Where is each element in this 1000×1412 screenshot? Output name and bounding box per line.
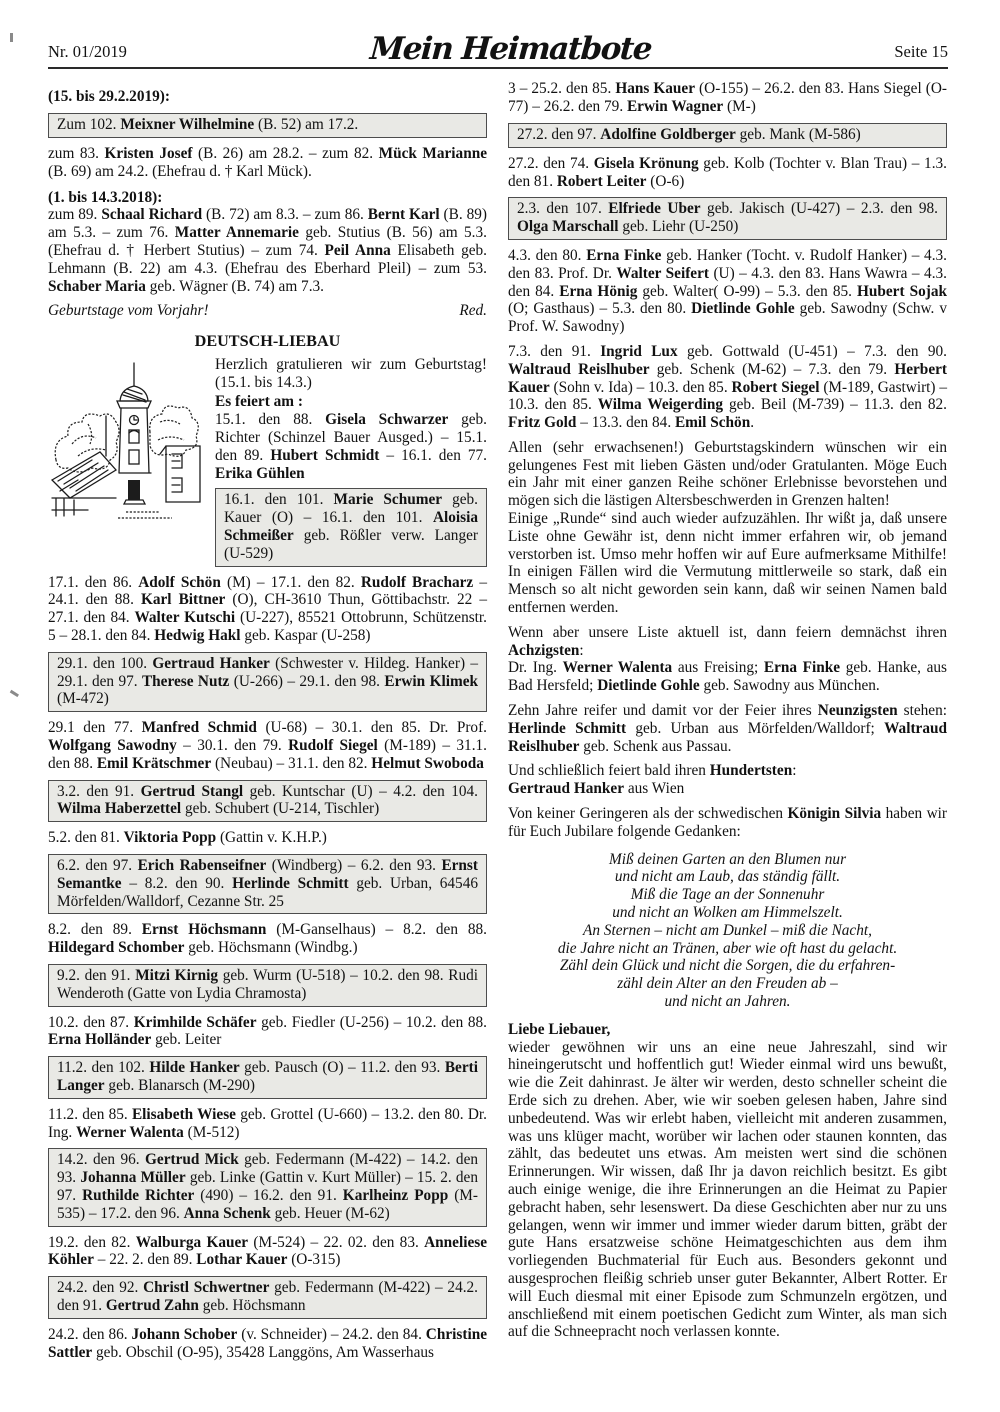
text-run: Anna Schenk [183,1204,271,1222]
text-run: geb. Heuer (M-62) [270,1204,390,1222]
sig-left [48,302,209,320]
text-run: geb. Linke (Gattin v. Kurt Müller) – 15. 2. den 97. [57,1169,478,1204]
text-run: Manfred Schmid [141,719,257,737]
text-run: (M-189) – 31.1. den 88. [48,737,487,772]
text-run: Christl Schwertner [143,1279,270,1297]
text-run: zum 89. [48,206,102,224]
paragraph [48,1326,487,1362]
text-run: geb. Mank (M-586) [735,125,861,143]
text-run: – 13.3. den 84. [576,414,675,432]
text-run: (U-266) – 29.1. den 98. [229,672,385,690]
paragraph [508,762,947,798]
paragraph [508,439,947,617]
text-run: Werner Walenta [76,1123,184,1141]
text-run: Robert Leiter [556,172,647,190]
text-run: (O), CH-3610 Thun, Göttibachstr. 22 – 27.1. den 84. [48,591,488,627]
text-run: aus Wien [624,780,685,798]
highlight-box [48,1276,487,1319]
text-run: Erwin Klimek [384,672,479,690]
text-run: Werner Walenta [562,659,673,677]
text-run: Allen (sehr erwachsenen!) Geburtstagskindern wünschen wir ein gelungenes Fest mit lieben Gästen und/oder Gratulanten. Möge Euch ein Jahr mit einer ganzen Reihe schöner Erlebnisse bevorstehen und mögen sich die lästigen Altersbeschwerden in Grenzen halten! [508,438,947,510]
text-run: (Windberg) – 6.2. den 93. [266,857,442,875]
text-run: 27.2. den 97. [517,125,601,143]
text-run: Johann Schober [131,1325,238,1343]
text-run: geb. Liehr (U-250) [618,218,739,236]
text-run: Peil Anna [324,241,391,259]
text-run: haben wir für Euch Jubilare folgende Gedanken: [508,805,947,840]
text-run: stehen: [897,702,947,720]
sig-right [459,302,487,320]
two-column-body [48,80,948,1368]
text-run: (15. bis 29.2.2019): [48,88,170,106]
highlight-box [48,1056,487,1099]
text-run: Wenn aber unsere Liste aktuell ist, dann feiern demnächst ihren [508,623,947,641]
text-run: Herbert Kauer [508,360,947,396]
text-run: geb. Kolb (Tochter v. Blan Trau) – 1.3. den 81. [508,154,947,190]
text-run: (B. 89) am 5.3. – zum 76. [48,206,487,242]
text-run: (U) – 4.3. den 83. Hans Wawra – 4.3. den 84. [508,264,947,300]
masthead-title: Mein Heimatbote [368,31,653,67]
text-run: 10.2. den 87. [48,1013,134,1031]
text-run: Rudolf Siegel [288,737,378,755]
paragraph [508,155,947,191]
text-run: geb. Stutius (B. 56) am 5.3. (Ehefrau d. † Herbert Stutius) – zum 74. [48,224,487,259]
text-run: (Neubau) – 31.1. den 82. [211,754,372,772]
text-run: geb. Richter (Schinzel Bauer Ausged.) – 15.1. den 89. [215,411,487,464]
poem-line: zähl dein Alter an den Freuden ab – [617,975,838,993]
text-run: Bernt Karl [367,206,440,224]
paragraph [508,343,947,432]
text-run: Christine Sattler [48,1325,487,1361]
text-run: Erna Hönig [559,282,638,300]
text-run: (O; Gasthaus) – 5.3. den 80. [508,300,692,318]
text-run: Erna Finke [763,659,841,677]
poem-line: und nicht am Laub, das ständig fällt. [614,868,841,886]
text-run: 11.2. den 85. [48,1105,132,1123]
text-run: Karlheinz Popp [342,1186,449,1204]
paragraph [508,624,947,695]
text-run: (B. 69) am 24.2. (Ehefrau d. † Karl Mück). [48,162,312,180]
paragraph [508,1021,947,1341]
text-run: (O-155) – 26.2. den 83. Hans Siegel (O-77) – 26.2. den 79. [508,80,947,116]
text-run: geb. Kaspar (U-258) [240,627,371,645]
text-run: Waltraud Reislhuber [508,360,650,378]
church-illustration [48,360,206,522]
text-run: 6.2. den 97. [57,857,138,875]
right-column [508,80,947,1368]
text-run: – 22. 2. den 89. [93,1251,197,1269]
text-run: 14.2. den 96. [57,1151,145,1169]
text-run: Hundertsten [709,762,793,780]
text-run: geb. Fiedler (U-256) – 10.2. den 88. [256,1013,488,1031]
text-run: geb. Pausch (O) – 11.2. den 93. [239,1059,445,1077]
text-run: wieder gewöhnen wir uns an eine neue Jahreszahl, sind wir hineingerutscht und hoffentlich gut! Wieder einmal wird uns bewußt, wie die Zeit dahinrast. Je älter wir werden, desto schneller scheint die Erde sich zu drehen. Aber, wie wir soeben gelesen haben, Jahre sind unbedeutend. Was wir erlebt haben, vielleicht mit anderen zusammen, was uns klüger macht, worüber wir lachen oder staunen konnten, das zählt, das bedeutet uns etwas. Am meisten wert sind die schönen Erinnerungen. Wir wissen, daß Ihr ja davon reichlich besitzt. Es gibt auch einige wenige, die ihre Erinnerungen an die Heimat zu Papier gebracht haben, sehr lesenswert. Da diese Geschichten aber nur zu uns gelangen, wenn wir immer und immer wieder darum bitten, gräbt der gute Hans ersatzweise schöne Heimatgeschichten aus dem ihm vorliegenden Buchmaterial für Euch aus. Besonders gekonnt und ausgesprochen fleißig schrieb unser guter Bekannter, Albert Rotter. Er will Euch diesmal mit einer Episode zum Schmunzeln ergötzen, und anschließend mit einem poetischen Gedicht zum Winter, als man sich auf die Schneepracht noch verlassen konnte. [508,1038,947,1341]
text-run: Dietlinde Gohle [691,300,795,318]
text-run: (v. Schneider) – 24.2. den 84. [237,1325,426,1343]
text-run: 8.2. den 89. [48,921,142,939]
paragraph [215,411,487,482]
text-run: (M-524) – 22. 02. den 83. [248,1233,425,1251]
text-run: Walburga Kauer [135,1233,249,1251]
text-run: Hubert Sojak [856,282,947,300]
text-run: 19.2. den 82. [48,1233,136,1251]
text-run: Emil Krätschmer [96,754,212,772]
text-run: Gertrud Zahn [105,1296,199,1314]
text-run: Red. [459,302,487,320]
left-column [48,80,487,1368]
paragraph [508,247,947,336]
date-range-heading [48,189,487,207]
text-run: Gisela Krönung [593,154,699,172]
highlight-box [508,123,947,148]
signature-line [48,302,487,320]
poem-line: die Jahre nicht an Tränen, aber wie oft hast du gelacht. [557,939,898,957]
text-run: Gertrud Mick [145,1151,239,1169]
paragraph [215,356,487,392]
paragraph [48,1014,487,1050]
text-run: (M-535) – 17.2. den 96. [57,1186,478,1222]
text-run: Anneliese Köhler [48,1233,487,1269]
text-run: 16.1. den 101. [224,491,334,509]
liebau-image [48,360,206,527]
text-run: Erwin Wagner [626,98,724,116]
text-run: 4.3. den 80. [508,246,587,264]
text-run: (M-Ganselhaus) – 8.2. den 88. [266,921,487,939]
text-run: Adolf Schön [138,573,221,591]
text-run: aus Freising; [672,659,764,677]
text-run: 5.2. den 81. [48,829,124,847]
text-run: Dietlinde Gohle [597,677,700,695]
paragraph [508,702,947,755]
text-run: Walter Kutschi [134,609,236,627]
text-run: geb. Schubert (U-214, Tischler) [181,800,380,818]
text-run: Walter Seifert [616,264,709,282]
text-run: Mück Marianne [378,144,487,162]
text-run: Berti Langer [57,1059,478,1094]
poem [508,851,947,1011]
highlight-box [508,197,947,240]
text-run: Erich Rabenseifner [137,857,267,875]
text-run: . [750,414,755,432]
text-run: Herlinde Schmitt [508,719,627,737]
text-run: Wolfgang Sawodny [48,737,177,755]
poem-line: und nicht an Jahren. [664,993,791,1010]
text-run: Helmut Swoboda [371,754,484,772]
text-run: : [792,762,797,780]
text-run: geb. Schenk aus Passau. [579,737,732,755]
text-run: (Schwester v. Hildeg. Hanker) – 29.1. den 97. [57,654,478,690]
text-run: (Sohn v. Ida) – 10.3. den 85. [549,378,732,396]
text-run: Neunzigsten [817,702,898,720]
paragraph [48,145,487,181]
text-run: geb. Rößler verw. Langer (U-529) [224,527,478,562]
text-run: geb. Schenk (M-62) – 7.3. den 79. [649,360,895,378]
highlight-box [48,1148,487,1226]
text-run: Marie Schumer [333,491,443,509]
scan-artifact [10,690,19,697]
text-run: geb. Kauer (O) – 16.1. den 101. [224,491,478,527]
paragraph [48,574,487,645]
text-run: geb. Urban aus Mörfelden/Walldorf; [626,719,885,737]
text-run: Und schließlich feiert bald ihren [508,762,710,780]
poem-line: Miß deinen Garten an den Blumen nur [608,850,847,868]
text-run: Achzigsten [508,641,580,659]
text-run: 29.1 den 77. [48,719,142,737]
text-run: 3.2. den 91. [57,782,141,800]
text-run: 7.3. den 91. [508,342,601,360]
text-run: Schaal Richard [101,206,203,224]
text-run: – 24.1. den 88. [48,573,487,609]
text-run: Aloisia Schmeißer [224,509,478,545]
text-run: geb. Obschil (O-95), 35428 Langgöns, Am Wasserhaus [92,1343,434,1361]
text-run: geb. Grottel (U-660) – 13.2. den 80. Dr. Ing. [48,1105,487,1141]
text-run: (Gattin v. K.H.P.) [216,829,327,847]
text-run: Johanna Müller [80,1169,186,1187]
paragraph [215,393,487,411]
text-run: Herzlich gratulieren wir zum Geburtstag! (15.1. bis 14.3.) [215,355,487,391]
section-text [215,356,487,567]
text-run: 17.1. den 86. [48,573,139,591]
text-run: Ingrid Lux [600,342,678,360]
text-run: (1. bis 14.3.2018): [48,188,163,206]
text-run: (M-472) [57,690,109,708]
text-run: Zum 102. [57,116,121,134]
paragraph [48,921,487,957]
text-run: geb. Kuntschar (U) – 4.2. den 104. [243,782,478,800]
text-run: geb. Walter( O-99) – 5.3. den 85. [637,282,857,300]
text-run: geb. Hanker (Tocht. v. Rudolf Hanker) – 4.3. den 83. Prof. Dr. [508,246,947,282]
text-run: Ernst Semantke [57,857,478,892]
text-run: Hedwig Hakl [154,627,241,645]
scan-artifact [10,33,13,42]
paragraph [508,80,947,116]
section-heading: DEUTSCH-LIEBAU [194,332,341,351]
text-run: Hildegard Schomber [48,939,185,957]
text-run: Elfriede Uber [608,200,701,218]
date-range-heading [48,88,487,106]
text-run: Adolfine Goldberger [600,125,736,143]
paragraph [508,805,947,841]
text-run: Robert Siegel [731,378,820,396]
text-run: Geburtstage vom Vorjahr! [48,302,209,320]
liebau-section [48,333,487,567]
text-run: 24.2. den 86. [48,1325,132,1343]
text-run: (B. 26) am 28.2. – zum 82. [192,144,379,162]
text-run: Hans Kauer [615,80,696,98]
text-run: geb. Blanarsch (M-290) [104,1077,255,1094]
text-run: Einige „Runde“ sind auch wieder aufzuzählen. Ihr wißt ja, daß unsere Liste ohne Gewähr ist, denn nicht immer erfahren wir, ob jemand verstorben ist. Umso mehr hoffen wir auf Eure aufmerksame Mithilfe! In einigen Fällen wird die Vermutung mittlerweile so stark, daß ein Mensch so alt nicht geworden sein kann, daß wir seinen Namen bald entfernen werden. [508,510,947,617]
text-run: geb. Hanke, aus Bad Hersfeld; [508,659,947,695]
paragraph [48,719,487,772]
text-run: Fritz Gold [508,414,577,432]
text-run: Es feiert am : [215,392,303,410]
text-run: 3 – 25.2. den 85. [508,80,616,98]
text-run: (M-512) [183,1123,240,1141]
text-run: (M-189, Gastwirt) – 10.3. den 85. [508,378,948,414]
text-run: Rudolf Bracharz [360,573,474,591]
highlight-box [48,780,487,823]
text-run: geb. Wurm (U-518) – 10.2. den 98. Rudi Wenderoth (Gatte von Lydia Chramosta) [57,967,478,1002]
page-number: Seite 15 [894,41,948,61]
text-run: Zehn Jahre reifer und damit vor der Feier ihres [508,702,818,720]
text-run: – 8.2. den 90. [121,874,233,892]
text-run: Kristen Josef [104,144,193,162]
text-run: (U-227), 85521 Ottobrunn, Schützenstr. 5 – 28.1. den 84. [48,609,488,645]
text-run: geb. Leiter [151,1031,222,1049]
text-run: (490) – 16.2. den 91. [194,1186,343,1204]
text-run: geb. Gottwald (U-451) – 7.3. den 90. [677,342,947,360]
text-run: Schaber Maria [48,277,146,295]
text-run: Therese Nutz [141,672,230,690]
text-run: Liebe Liebauer, [508,1020,611,1038]
text-run: (B. 52) am 17.2. [254,116,359,134]
text-run: Mitzi Kirnig [135,967,219,985]
text-run: geb. Sawodny (Schw. v Prof. W. Sawodny) [508,300,947,336]
text-run: (M-) [723,98,756,116]
text-run: Meixner Wilhelmine [120,116,255,134]
text-run: Wilma Weigerding [597,396,723,414]
text-run: Hubert Schmidt [270,446,380,464]
paragraph [48,829,487,847]
text-run: Dr. Ing. [508,659,563,677]
text-run: geb. Höchsmann [198,1296,306,1314]
poem-line: An Sternen – nicht am Dunkel – miß die Nacht, [583,921,872,939]
poem-line: Zähl dein Glück und nicht die Sorgen, die du erfahren- [559,957,896,975]
text-run: Elisabeth geb. Lehmann (B. 22) am 4.3. (Ehefrau des Eberhard Pleil) – zum 53. [48,241,487,277]
text-run: geb. Federmann (M-422) – 14.2. den 93. [57,1151,479,1187]
text-run: Königin Silvia [787,805,882,823]
text-run: 9.2. den 91. [57,967,136,985]
text-run: 15.1. den 88. [215,411,326,429]
text-run: geb. Wägner (B. 74) am 7.3. [145,277,325,295]
paragraph [48,206,487,295]
highlight-box [48,854,487,914]
text-run: Erna Holländer [48,1031,152,1049]
text-run: – 16.1. den 77. [379,446,488,464]
text-run: geb. Federmann (M-422) – 24.2. den 91. [57,1279,479,1314]
text-run: 2.3. den 107. [517,200,609,218]
highlight-box [215,488,487,566]
text-run: 24.2. den 92. [57,1279,144,1297]
text-run: Gertraud Hanker [152,654,270,672]
text-run: Olga Marschall [517,218,619,236]
paragraph [48,1106,487,1142]
section-body [48,356,487,567]
text-run: Lothar Kauer [196,1251,288,1269]
text-run: zum 83. [48,144,105,162]
text-run: Von keiner Geringeren als der schwedischen [508,805,788,823]
text-run: 11.2. den 102. [57,1059,150,1077]
text-run: Viktoria Popp [123,829,217,847]
text-run: 29.1. den 100. [57,654,153,672]
text-run: Ruthilde Richter [82,1186,195,1204]
poem-line: und nicht an Wolken am Himmelszelt. [612,904,843,922]
text-run: : [579,641,584,659]
text-run: geb. Jakisch (U-427) – 2.3. den 98. [700,200,938,218]
text-run: geb. Urban, 64546 Mörfelden/Walldorf, Cezanne Str. 25 [57,874,478,910]
text-run: (O-6) [646,172,685,190]
issue-number: Nr. 01/2019 [48,41,127,61]
text-run: – 30.1. den 79. [176,737,289,755]
text-run: Erna Finke [586,246,662,264]
highlight-box [48,113,487,138]
text-run: (B. 72) am 8.3. – zum 86. [202,206,368,224]
text-run: Erika Gühlen [215,464,305,482]
text-run: (U-68) – 30.1. den 85. Dr. Prof. [256,719,487,737]
text-run: Elisabeth Wiese [131,1105,236,1123]
text-run: geb. Beil (M-739) – 11.3. den 82. [723,396,947,414]
text-run: 27.2. den 74. [508,154,594,172]
text-run: Wilma Haberzettel [57,800,182,818]
text-run: (O-315) [287,1251,341,1269]
text-run: (M) – 17.1. den 82. [220,573,361,591]
text-run: Waltraud Reislhuber [508,719,947,755]
paragraph [48,1234,487,1270]
page-header [48,31,948,69]
text-run: geb. Höchsmann (Windbg.) [184,939,358,957]
highlight-box [48,652,487,712]
text-run: geb. Sawodny aus München. [699,677,880,695]
highlight-box [48,964,487,1007]
text-run: Gisela Schwarzer [325,411,449,429]
text-run: Ernst Höchsmann [141,921,267,939]
text-run: Karl Bittner [140,591,226,609]
text-run: Krimhilde Schäfer [133,1013,257,1031]
poem-line: Miß die Tage an der Sonnenuhr [630,886,825,904]
text-run: Hilde Hanker [149,1059,240,1077]
text-run: Emil Schön [674,414,751,432]
text-run: Gertrud Stangl [140,782,244,800]
text-run: Gertraud Hanker [508,780,624,798]
text-run: Herlinde Schmitt [232,874,349,892]
text-run: Matter Annemarie [174,224,299,242]
